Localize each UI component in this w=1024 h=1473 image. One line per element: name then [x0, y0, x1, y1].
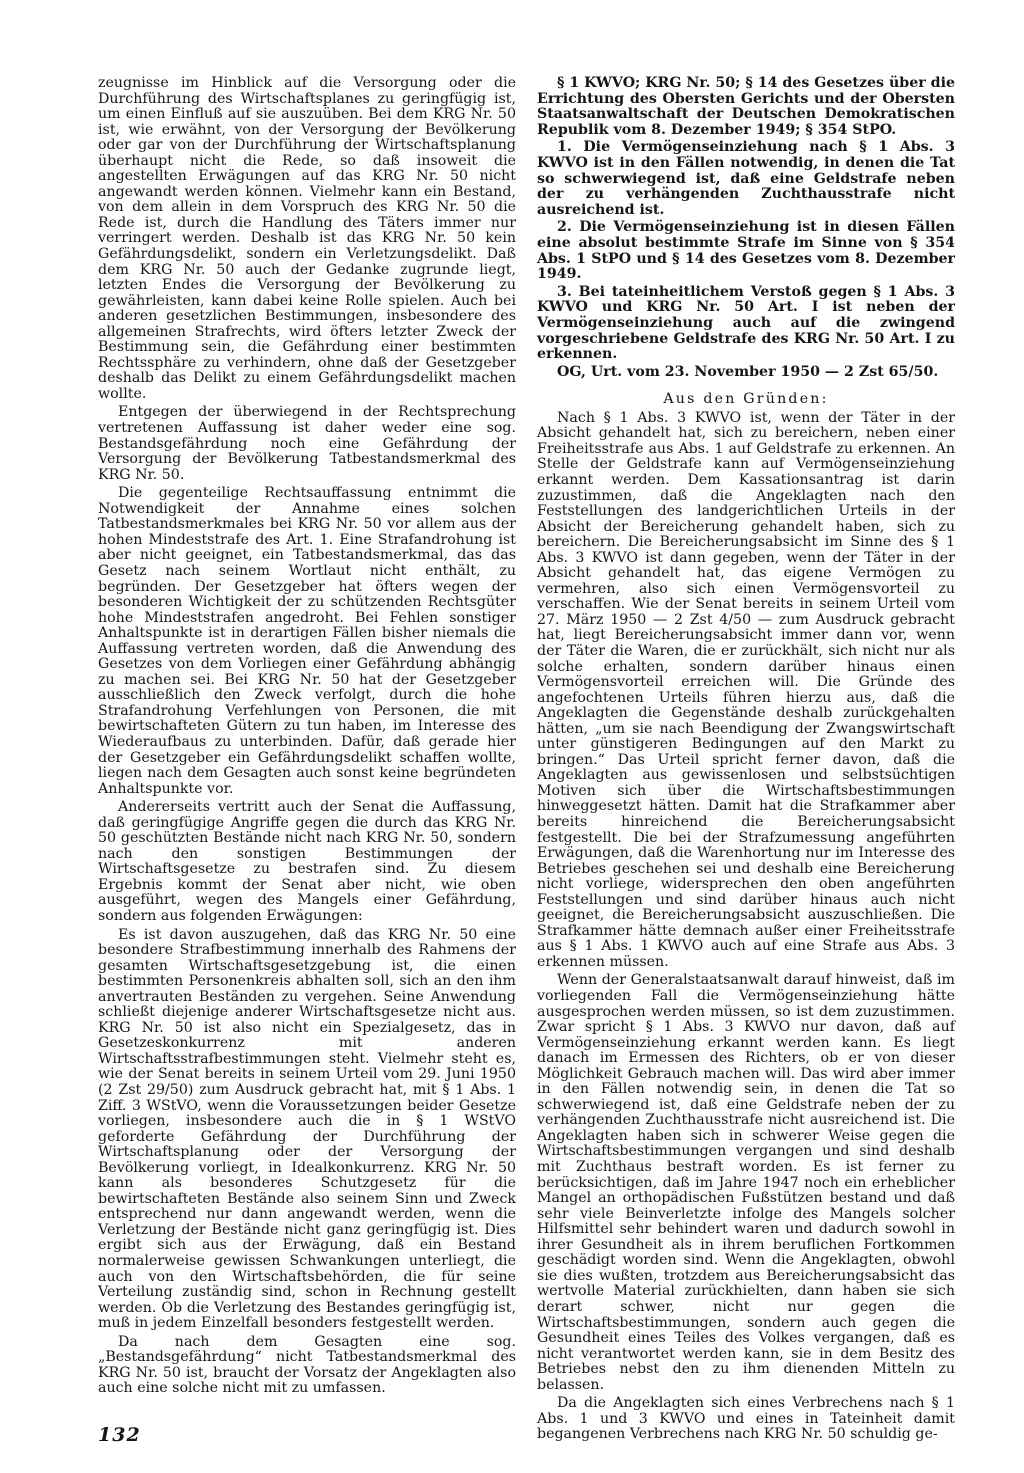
headnote-item: 1. Die Vermögenseinziehung nach § 1 Abs. 3 KWVO ist in den Fällen notwendig, in denen die Tat so schwerwiegend ist, daß eine Geldstrafe neben der zu verhängenden Zuchthausstrafe nicht ausreichend ist.: [537, 139, 955, 218]
paragraph: Nach § 1 Abs. 3 KWVO ist, wenn der Täter in der Absicht gehandelt hat, sich zu bereichern, neben einer Freiheitsstrafe aus Abs. 1 auf Geldstrafe zu erkennen. An Stelle der Geldstrafe kann auf Vermögenseinziehung erkannt werden. Dem Kassationsantrag ist darin zuzustimmen, daß die Angeklagten nach den Feststellungen des landgerichtlichen Urteils in der Absicht der Bereicherung gehandelt haben, sich zu bereichern. Die Bereicherungsabsicht im Sinne des § 1 Abs. 3 KWVO ist dann gegeben, wenn der Täter in der Absicht gehandelt hat, das eigene Vermögen zu vermehren, also sich einen Vermögensvorteil zu verschaffen. Wie der Senat bereits in seinem Urteil vom 27. März 1950 — 2 Zst 4/50 — zum Ausdruck gebracht hat, liegt Bereicherungsabsicht immer dann vor, wenn der Täter die Waren, die er zurückhält, sich nicht nur als solche erhalten, sondern darüber hinaus einen Vermögensvorteil erreichen will. Die Gründe des angefochtenen Urteils führen hierzu aus, daß die Angeklagten die Gegenstände deshalb zurückgehalten hätten, „um sie nach Beendigung der Zwangswirtschaft unter günstigeren Bedingungen auf den Markt zu bringen.“ Das Urteil spricht ferner davon, daß die Angeklagten aus gewissenlosen und selbstsüchtigen Motiven sich über die Wirtschaftsbestimmungen hinweggesetzt hätten. Damit hat die Strafkammer aber bereits hinreichend die Bereicherungsabsicht festgestellt. Die bei der Strafzumessung angeführten Erwägungen, daß die Warenhortung nur im Interesse des Betriebes geschehen sei und deshalb eine Bereicherung nicht vorliege, widersprechen den oben angeführten Feststellungen und sind darüber hinaus auch nicht geeignet, die Bereicherungsabsicht auszuschließen. Die Strafkammer hätte demnach außer einer Freiheitsstrafe aus § 1 Abs. 1 KWVO auch auf eine Strafe aus Abs. 3 erkennen müssen.: [537, 409, 955, 970]
paragraph: Andererseits vertritt auch der Senat die Auffassung, daß geringfügige Angriffe gegen die durch das KRG Nr. 50 geschützten Bestände nicht nach KRG Nr. 50, sondern nach den sonstigen Bestimmungen der Wirtschaftsgesetze zu bestrafen sind. Zu diesem Ergebnis kommt der Senat aber nicht, wie oben ausgeführt, wegen des Mangels einer Gefährdung, sondern aus folgenden Erwägungen:: [98, 799, 516, 924]
left-column: [98, 76, 516, 1400]
right-column: [537, 76, 955, 1446]
paragraph: Es ist davon auszugehen, daß das KRG Nr. 50 eine besondere Strafbestimmung innerhalb des Rahmens der gesamten Wirtschaftsgesetzgebung ist, die einen bestimmten Personenkreis abhalten soll, sich an den ihm anvertrauten Beständen zu vergehen. Seine Anwendung schließt diejenige anderer Wirtschaftsgesetze nicht aus. KRG Nr. 50 ist also nicht ein Spezialgesetz, das in Gesetzeskonkurrenz mit anderen Wirtschaftsstrafbestimmungen steht. Vielmehr steht es, wie der Senat bereits in seinem Urteil vom 29. Juni 1950 (2 Zst 29/50) zum Ausdruck gebracht hat, mit § 1 Abs. 1 Ziff. 3 WStVO, wenn die Voraussetzungen beider Gesetze vorliegen, insbesondere auch die in § 1 WStVO geforderte Gefährdung der Durchführung der Wirtschaftsplanung oder der Versorgung der Bevölkerung vorliegt, in Idealkonkurrenz. KRG Nr. 50 kann als besonderes Schutzgesetz für die bewirtschafteten Bestände also seinem Sinn und Zweck entsprechend nur dann angewandt werden, wenn die Verletzung der Bestände nicht ganz geringfügig ist. Dies ergibt sich aus der Erwägung, daß ein Bestand normalerweise gewissen Schwankungen unterliegt, die auch von den Wirtschaftsbehörden, die für seine Verteilung zuständig sind, schon in Rechnung gestellt werden. Ob die Verletzung des Bestandes geringfügig ist, muß in jedem Einzelfall besonders festgestellt werden.: [98, 926, 516, 1332]
paragraph: Entgegen der überwiegend in der Rechtsprechung vertretenen Auffassung ist daher weder eine sog. Bestandsgefährdung noch eine Gefährdung der Versorgung der Bevölkerung Tatbestandsmerkmal des KRG Nr. 50.: [98, 404, 516, 483]
headnote: [537, 76, 955, 363]
page-number: 132: [98, 1424, 141, 1446]
court-citation: OG, Urt. vom 23. November 1950 — 2 Zst 65/50.: [557, 363, 939, 380]
paragraph: zeugnisse im Hinblick auf die Versorgung oder die Durchführung des Wirtschaftsplanes zu geringfügig ist, um einen Einfluß auf sie auszuüben. Bei dem KRG Nr. 50 ist, wie erwähnt, von der Versorgung der Bevölkerung oder gar von der Durchführung der Wirtschaftsplanung überhaupt nicht die Rede, so daß insoweit die angestellten Erwägungen auf das KRG Nr. 50 nicht angewandt werden können. Vielmehr kann ein Bestand, von dem allein in dem Vorspruch des KRG Nr. 50 die Rede ist, durch die Handlung des Täters immer nur verringert werden. Deshalb ist das KRG Nr. 50 kein Gefährdungsdelikt, sondern ein Verletzungsdelikt. Daß dem KRG Nr. 50 auch der Gedanke zugrunde liegt, letzten Endes die Versorgung der Bevölkerung zu gewährleisten, kann dabei keine Rolle spielen. Auch bei anderen gesetzlichen Bestimmungen, insbesondere des allgemeinen Strafrechts, wird öfters letzter Zweck der Bestimmung sein, die Gefährdung einer bestimmten Rechtssphäre zu verhindern, ohne daß der Gesetzgeber deshalb das Delikt zu einem Gefährdungsdelikt machen wollte.: [98, 75, 516, 402]
section-title: Aus den Gründen:: [663, 391, 829, 408]
headnote-statutes: § 1 KWVO; KRG Nr. 50; § 14 des Gesetzes über die Errichtung des Obersten Gerichts und der Obersten Staatsanwaltschaft der Deutschen Demokratischen Republik vom 8. Dezember 1949; § 354 StPO.: [537, 75, 955, 138]
paragraph: Da die Angeklagten sich eines Verbrechens nach § 1 Abs. 1 und 3 KWVO und eines in Tateinheit damit begangenen Verbrechens nach KRG Nr. 50 schuldig ge-: [537, 1395, 955, 1443]
paragraph: Die gegenteilige Rechtsauffassung entnimmt die Notwendigkeit der Annahme eines solchen Tatbestandsmerkmales bei KRG Nr. 50 vor allem aus der hohen Mindeststrafe des Art. 1. Eine Strafandrohung ist aber nicht geeignet, ein Tatbestandsmerkmal, das das Gesetz nach seinem Wortlaut nicht enthält, zu begründen. Der Gesetzgeber hat öfters wegen der besonderen Wichtigkeit der zu schützenden Rechtsgüter hohe Mindeststrafen angedroht. Bei Fehlen sonstiger Anhaltspunkte ist in derartigen Fällen bisher niemals die Auffassung vertreten worden, daß die Anwendung des Gesetzes von dem Vorliegen einer Gefährdung abhängig zu machen sei. Bei KRG Nr. 50 hat der Gesetzgeber ausschließlich den Zweck verfolgt, durch die hohe Strafandrohung Verfehlungen von Personen, die mit bewirtschafteten Gütern zu tun haben, im Interesse des Wiederaufbaus zu unterbinden. Dafür, daß gerade hier der Gesetzgeber ein Gefährdungsdelikt schaffen wollte, liegen nach dem Gesagten auch sonst keine begründeten Anhaltspunkte vor.: [98, 485, 516, 797]
headnote-item: 2. Die Vermögenseinziehung ist in diesen Fällen eine absolut bestimmte Strafe im Sinne von § 354 Abs. 1 StPO und § 14 des Gesetzes vom 8. Dezember 1949.: [537, 219, 955, 283]
paragraph: Wenn der Generalstaatsanwalt darauf hinweist, daß im vorliegenden Fall die Vermögenseinziehung hätte ausgesprochen werden müssen, so ist dem zuzustimmen. Zwar spricht § 1 Abs. 3 KWVO nur davon, daß auf Vermögenseinziehung erkannt werden kann. Es liegt danach im Ermessen des Richters, ob er von dieser Möglichkeit Gebrauch machen will. Das wird aber immer in den Fällen notwendig sein, in denen die Tat so schwerwiegend ist, daß eine Geldstrafe neben der zu verhängenden Zuchthausstrafe nicht ausreichend ist. Die Angeklagten haben sich in schwerer Weise gegen die Wirtschaftsbestimmungen vergangen und sind deshalb mit Zuchthaus bestraft worden. Es ist ferner zu berücksichtigen, daß im Jahre 1947 noch ein erheblicher Mangel an orthopädischen Fußstützen bestand und daß sehr viele Beinverletzte infolge des Mangels solcher Hilfsmittel sehr behindert waren und dadurch sowohl in ihrer Gesundheit als in ihrem beruflichen Fortkommen geschädigt worden sind. Wenn die Angeklagten, obwohl sie dies wußten, trotzdem aus Bereicherungsabsicht das wertvolle Material zurückhielten, dann haben sie sich derart schwer, nicht nur gegen die Wirtschaftsbestimmungen, sondern auch gegen die Gesundheit eines Teiles des Volkes vergangen, daß es nicht verantwortet werden kann, sie in dem Besitz des Betriebes nebst den zu ihm dienenden Mitteln zu belassen.: [537, 972, 955, 1393]
headnote-item: 3. Bei tateinheitlichem Verstoß gegen § 1 Abs. 3 KWVO und KRG Nr. 50 Art. I ist neben der Vermögenseinziehung auch auf die zwingend vorgeschriebene Geldstrafe des KRG Nr. 50 Art. I zu erkennen.: [537, 283, 955, 363]
paragraph: Da nach dem Gesagten eine sog. „Bestandsgefährdung“ nicht Tatbestandsmerkmal des KRG Nr. 50 ist, braucht der Vorsatz der Angeklagten also auch eine solche nicht mit zu umfassen.: [98, 1333, 516, 1397]
